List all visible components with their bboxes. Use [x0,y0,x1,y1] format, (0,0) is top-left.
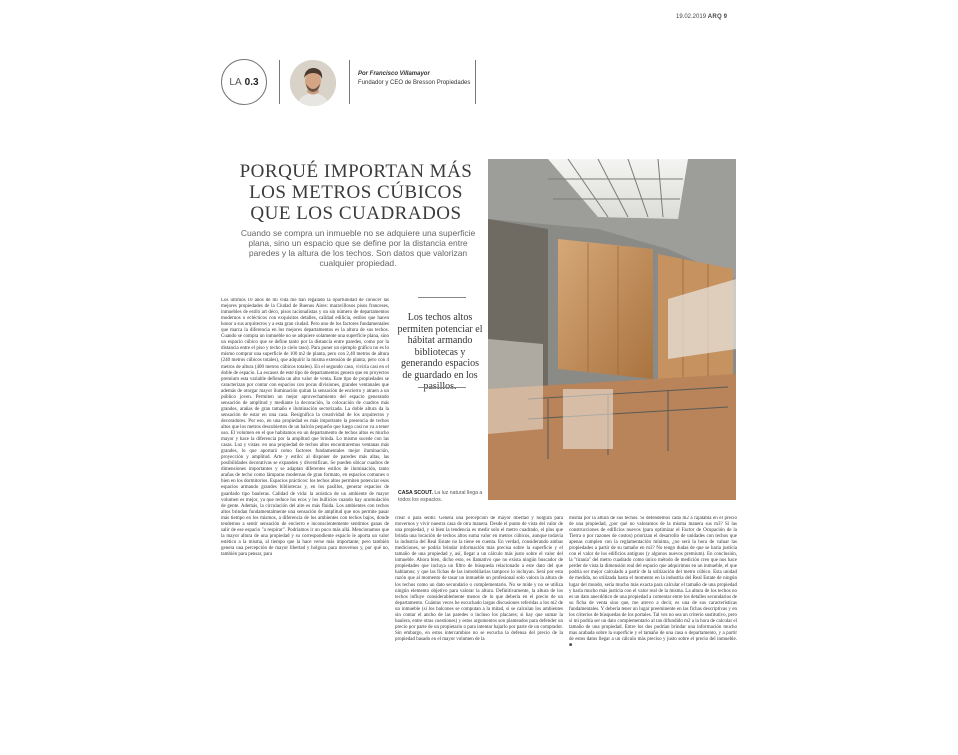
article-photo [488,159,736,500]
author-divider-right [475,60,476,104]
section-name: ARQ [707,14,722,20]
photo-caption [398,490,486,504]
body-column-2 [395,516,563,752]
article-title: PORQUÉ IMPORTAN MÁS LOS METROS CÚBICOS QUE LOS CUADRADOS [239,161,473,224]
author-avatar [290,60,336,106]
page-number: 9 [723,14,728,20]
author-divider-left [349,60,350,104]
badge-prefix: LA [229,76,242,88]
body-text-col3: misma por la altura de sus techos. Si defendemos cada m2 a rajatabla en el precio de una propiedad, ¿por qué no valoramos de la misma manera sus m3? Si las construcciones de edificios nuevos (para optimizar el Factor de Ocupación de la Tierra o por razones de costos) priorizan el desarrollo de unidades con techos que apenas cumplen con la reglamentación mínima, ¿no será la hora de valuar las propiedades a partir de su tamaño en m3? No tengo dudas de que se haría justicia con el valor de los edificios antiguos (y algunos nuevos premium). En conclusión, la "tiranía" del metro cuadrado como único método de medición creo que nos hace perder de vista la dimensión real del espacio que adquirimos en un inmueble, el que podría ser mejor calculado a partir de la utilización del metro cúbico. Esta unidad de medida, no utilizada hasta el momento en la industria del Real Estate de ningún lugar del mundo, sería mucho más exacta para calcular el tamaño de una propiedad y haría mucho más justicia con el valor real de la misma. La altura de los techos no es un dato anecdótico de una propiedad a comentar entre los detalles secundarios de su ficha de venta sino que, me atrevo a decir, es una de sus características fundamentales. Y debería tener un lugar preeminente en las fichas descriptivas y en los criterios de búsquedas de los portales. Tal vez no sea un criterio sustitutivo, pero sí mi podría ser un dato complementario al tan difundido m2 a la hora de calcular el tamaño de una propiedad. Entre los dos podrían brindar una información mucho mas acabada sobre la superficie y el tamaño de una casa o departamento, y a partir de estos datos llegar a un cálculo más preciso y justo sobre el precio del inmueble. ■ [569,516,737,648]
column-badge [221,59,267,105]
issue-date: 19.02.2019 [676,14,707,20]
page-header [676,14,746,20]
pull-quote-rule-top [418,297,466,298]
caption-text: La luz natural llega a todos los espacios. [398,490,483,503]
author-byline [358,70,470,88]
pull-quote: Los techos altos permiten potenciar el hábitat armando bibliotecas y generando espacios de guardado en los [397,312,483,381]
author-portrait-icon [290,60,336,106]
author-name: Por Francisco Villamayor [358,71,430,77]
pull-quote-rule-bottom [418,387,466,388]
badge-number: 0.3 [244,76,259,88]
article-deck: Cuando se compra un inmueble no se adquiere una superficie plana, sino un espacio que se define por la distancia entre paredes y la altura de los techos. Son datos que valorizan cualquier propiedad. [240,228,476,268]
body-text-col1: Los últimos 10 años de mi vida me han regalado la oportunidad de conocer las mejores propiedades de la Ciudad de Buenos Aires: maravillosos pisos franceses, inmuebles de estilo art déco, pisos racionalistas y un sin número de departamentos modernos o eclécticos con exquisitos detalles, calidad edilicia, estilos que hacen honor a sus arquitectos y a esta gran ciudad. Pero uno de los factores fundamentales que marca la diferencia en los mejores departamentos es la altura de sus techos. Cuando se compra un inmueble no se adquiere solamente una superficie plana, sino un espacio cúbico que se define tanto por la distancia entre paredes, como por la distancia entre el piso y techo (o cielo raso). Para poner un ejemplo gráfico no es lo mismo comprar una superficie de 100 m2 de planta, pero con 2,40 metros de altura (240 metros cúbicos totales), que adquirir la misma extensión de planta, pero con 4 metros de altura (400 metros cúbicos totales). En el segundo caso, viviría casi en el doble de espacio. La escasez de este tipo de departamentos genera que en proyectos premium esta variable defienda un alto valor de venta. Este tipo de propiedades se caracterizan por contar con espacios con pocas divisiones, grandes ventanales que además de otorgar mayor iluminación quitan la sensación de encierro y atraen a un público joven. Permiten un mejor aprovechamiento del espacio generando sensación de amplitud y mediante la decoración, la colocación de cuadros más grandes, arañas de gran tamaño e iluminación sectorizada. La doble altura da la sensación de estar en una casa. Resignifica la creatividad de los arquitectos y decoradores. Por eso, en una propiedad es más importante la presencia de techos altos que los metros descubiertos de un balcón pequeño que luego casi no va a tener uso. El volumen en el que habitamos en un departamento de techos altos es mucho mayor y hace la diferencia por la amplitud que brinda. Lo mismo sucede con las casas. Luz y vistas: en una propiedad de techos altos encontraremos ventanas más grandes, lo que aportará como factores fundamentales mejor iluminación, proyección y amplitud. Arte y estilo: al disponer de paredes más altas, las posibilidades decorativas se expanden y diversifican. Se pueden ubicar cuadros de dimensiones importantes y se adaptan diferentes estilos de iluminación, tanto arañas de techo como lámparas modernas de gran formato, en espacios comunes o bien en los dormitorios. Espacios prácticos: los techos altos permiten potenciar esos espacios armando grandes bibliotecas y, en los pasillos, generar espacios de guardado tipo bauleras. Calidad de vida: la acústica de un ambiente de mayor volumen es mejor, ya que reduce los ecos y los bullicios cuando hay acumulación de gente. Además, la circulación del aire es más fluida. Los ambientes con techos altos brindan fundamentalmente una sensación de amplitud que nos permite pasar más tiempo en los mismos, a diferencia de los ambientes con techos bajos, donde tendemos a sentir sensación de encierro e inconscientemente sentimos ganas de salir de ese espacio "a respirar". Podríamos ir un poco más allá. Mencionamos que la mayor altura de una propiedad y su correspondiente espacio le aporta un valor estético a la misma, al tiempo que la hace verse más importante; pero también genera una percepción de mayor libertad y holgura para movernos y, por qué no, también para pensar, para [221,298,389,557]
body-column-1 [221,298,389,752]
body-column-3 [569,516,737,752]
badge-divider [279,60,280,104]
interior-photo-image [488,159,736,500]
caption-label: CASA SCOUT. [398,490,433,496]
body-text-col2: crear o para sentir. Genera una percepción de mayor libertad y holgura para movernos y vivir nuestra casa de otra manera. Desde el punto de vista del valor de una propiedad, y si bien la tendencia es medir solo el metro cuadrado, el plus que brinda una locación de techos altos suma valor en metros cúbicos, aunque todavía la industria del Real Estate no la tiene en cuenta. En verdad, considerando ambas mediciones, se podría brindar información más precisa sobre la superficie y el tamaño de una propiedad y, así, llegar a un cálculo más justo sobre el valor del inmueble. Ahora bien, dicho esto, es llamativo que no exista ningún buscador de propiedades que incluya un filtro de búsqueda relacionado a este dato del que hablamos; y que las fichas de las inmobiliarias tampoco lo incluyan. Será por esta razón que al momento de tasar un inmueble un profesional solo valora la altura de los techos como un dato secundario o complementario. No se mide y no se utiliza ningún elemento objetivo para valorar la altura. Definitivamente, la altura de los techos influye considerablemente menos de lo que debería en el precio de un departamento. Cuántas veces he escuchado largas discusiones referidas a los m2 de un inmueble (si los balcones se computan a la mitad, si se calculan los ambientes sin contar el ancho de las paredes o incluso los placares; si hay que sumar la baulera, entre otras cuestiones) y estos argumentos son planteados para defender un precio por parte de un propietario o para intentar bajarlo por parte de un comprador. Sin embargo, en estos intercambios no se escucha la defensa del precio de la propiedad basado en el mayor volumen de la [395,516,563,642]
author-role: Fundador y CEO de Bresson Propiedades [358,80,471,86]
